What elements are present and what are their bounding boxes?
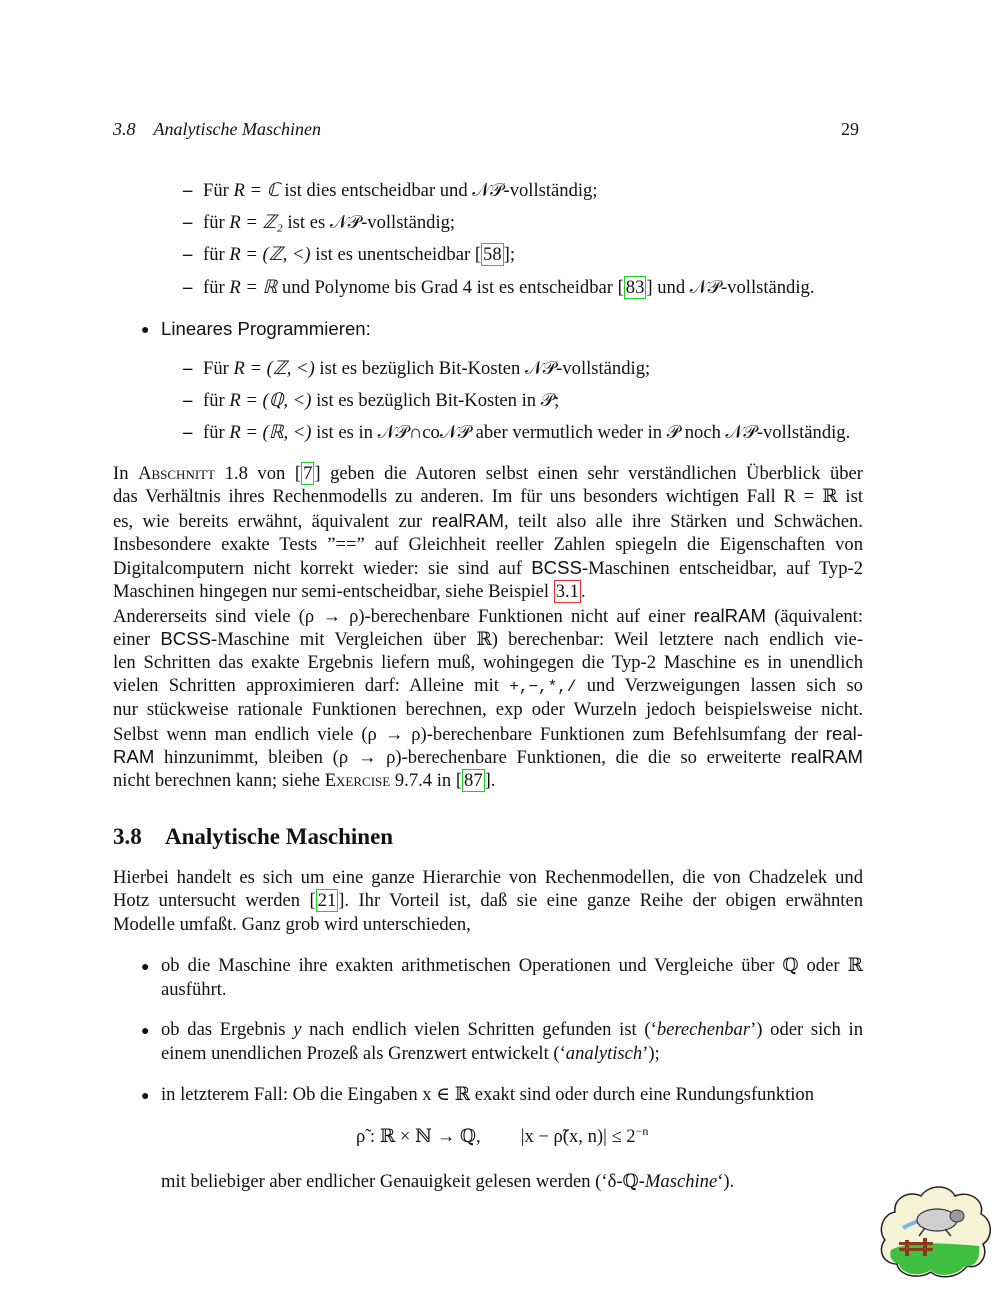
header-section-title: Analytische Maschinen [153,119,321,139]
citation-link[interactable]: 87 [464,770,483,791]
bullet-dot: ● [141,960,150,975]
bullet-dot: ● [141,1089,150,1104]
sheep-illustration [875,1180,995,1284]
dash-bullet: – [183,390,193,411]
text-line: Modelle umfaßt. Ganz grob wird unterschieden, [113,914,471,935]
text-line: Hotz untersucht werden [ 21 ]. Ihr Vorteil ist, daß sie eine ganze Reihe der obigen erwähnten [113,890,864,911]
text-line: einem unendlichen Prozeß als Grenzwert entwickelt (‘analytisch’); [161,1043,660,1064]
text-line: mit beliebiger aber endlicher Genauigkeit gelesen werden (‘δ-ℚ-Maschine‘). [161,1171,735,1192]
text-line: das Verhältnis ihres Rechenmodells zu anderen. Im für uns besonders wichtigen Fall R = ℝ ist [113,486,863,507]
dash-bullet: – [183,244,193,265]
text-line: len Schritten das exakte Ergebnis liefern muß, wohingegen die Typ-2 Maschine es in unendlich [113,652,863,673]
text-line: Digitalcomputern nicht korrekt wieder: sie sind auf BCSS-Maschinen entscheidbar, auf Typ-2 [113,557,863,579]
text-line: Andererseits sind viele (ρ → ρ)-berechenbare Funktionen nicht auf einer realRAM (äquivalent: [113,605,863,627]
text-line: Insbesondere exakte Tests ”==” auf Gleichheit reeller Zahlen spiegeln die Eigenschaften von [113,534,863,555]
text-line: Selbst wenn man endlich viele (ρ → ρ)-berechenbare Funktionen zum Befehlsumfang der real- [113,723,863,745]
dash-bullet: – [183,277,193,298]
text-line: RAM hinzunimmt, bleiben (ρ → ρ)-berechenbare Funktionen, die die so erweiterte realRAM [113,746,863,768]
text-line: Hierbei handelt es sich um eine ganze Hierarchie von Rechenmodellen, die von Chadzelek und [113,867,863,888]
citation-link[interactable]: 7 [303,463,313,484]
rounding-formula: ρ̃ : ℝ × ℕ → ℚ, |x − ρ̃(x, $n)| \le 2^{-n}$ [356,1124,649,1148]
text-line: nicht berechnen kann; siehe Exercise 9.7.4 in [ 87 ]. [113,770,496,791]
header-section-number: 3.8 [113,119,136,139]
section-number: 3.8 [113,824,142,849]
dash-bullet: – [183,422,193,443]
text-line: nur stückweise rationale Funktionen berechnen, exp oder Wurzeln jedoch beispielsweise nicht. [113,699,863,720]
dash-bullet: – [183,358,193,379]
section-heading [113,824,393,850]
reference-link[interactable]: 3.1 [555,581,579,602]
running-header [113,119,321,140]
text-line: einer BCSS-Maschine mit Vergleichen über ℝ) berechenbar: Weil letztere nach endlich vie- [113,628,864,650]
dash-bullet: – [183,180,193,201]
citation-link[interactable]: 83 [625,277,645,298]
citation-link[interactable]: 58 [483,244,502,265]
bullet-dot: ● [141,1024,150,1039]
bullet-dot: ● [141,323,150,338]
text-line: vielen Schritten approximieren darf: Alleine mit +,−,*,/ und Verzweigungen lassen sich so [113,675,863,696]
dash-bullet: – [183,212,193,233]
text-line: Maschinen hingegen nur semi-entscheidbar, siehe Beispiel 3.1 . [113,581,586,602]
text-line: es, wie bereits erwähnt, äquivalent zur realRAM, teilt also alle ihre Stärken und Schwächen. [113,510,864,532]
page-number: 29 [841,119,859,139]
text-line: In Abschnitt 1.8 von [ 7 ] geben die Autoren selbst einen sehr verständlichen Überblick über [113,463,863,484]
section-title: Analytische Maschinen [165,824,394,849]
text-line: ausführt. [161,979,227,1000]
citation-link[interactable]: 21 [317,890,337,911]
